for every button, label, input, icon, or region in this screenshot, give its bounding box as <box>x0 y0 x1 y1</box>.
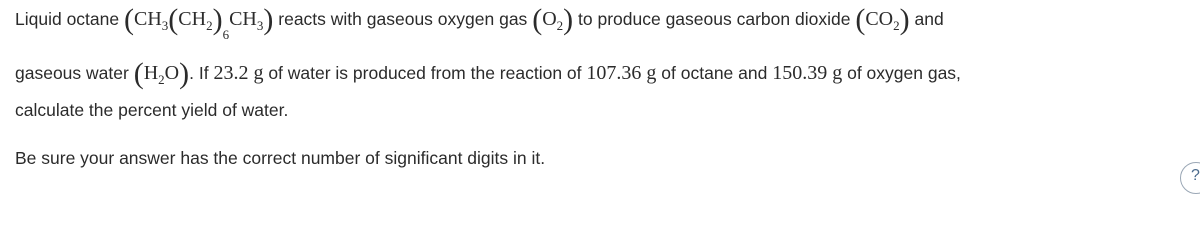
octane-formula: $(CH_3(CH_2)_6CH_3)$ <box>124 3 274 42</box>
question-text: and <box>914 9 944 29</box>
help-button[interactable] <box>1180 162 1200 194</box>
question-text: to produce gaseous carbon dioxide <box>578 9 851 29</box>
question-line-1 <box>15 3 944 42</box>
question-text: gaseous water <box>15 63 129 83</box>
water-formula: $(H_2O)$ <box>133 57 190 90</box>
oxygen-formula: $(O_2)$ <box>532 3 574 36</box>
question-line-3: calculate the percent yield of water. <box>15 100 289 120</box>
question-text: Liquid octane <box>15 9 120 29</box>
question-line-2 <box>15 57 961 90</box>
question-text: . If <box>189 63 209 83</box>
water-mass: 23.2 g <box>213 62 264 84</box>
question-text: of oxygen gas, <box>847 63 961 83</box>
instruction-text: Be sure your answer has the correct number of significant digits in it. <box>15 148 546 168</box>
question-text: of octane and <box>661 63 768 83</box>
co2-formula: $(CO_2)$ <box>855 3 910 36</box>
oxygen-mass: 150.39 g <box>772 62 843 84</box>
question-text: reacts with gaseous oxygen gas <box>278 9 528 29</box>
question-mark-icon: ? <box>1191 167 1200 184</box>
octane-mass: 107.36 g <box>586 62 657 84</box>
question-text: of water is produced from the reaction of <box>268 63 582 83</box>
